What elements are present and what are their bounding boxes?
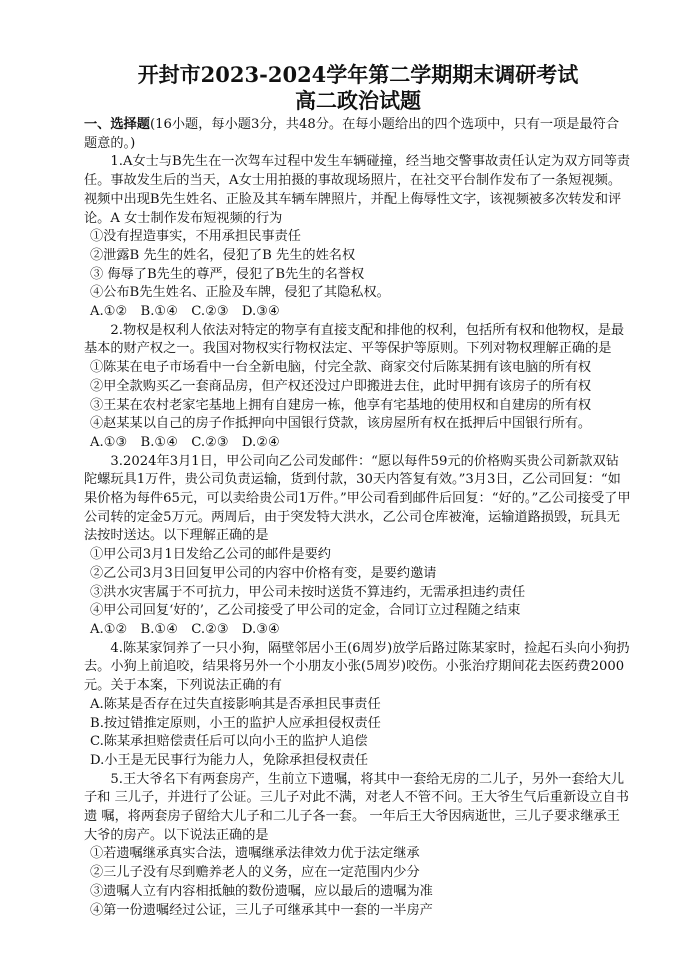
option-line: ③洪水灾害属于不可抗力，甲公司未按时送货不算违约，无需承担违约责任 xyxy=(90,584,526,600)
option-line: C.陈某承担赔偿责任后可以向小王的监护人追偿 xyxy=(90,734,368,750)
exam-subtitle: 高二政治试题 xyxy=(295,88,421,113)
question-stem: 3.2024年3月1日，甲公司向乙公司发邮件：“愿以每件59元的价格购买贵公司新款双钻陀螺玩具1万件，贵公司负责运输，货到付款，30天内答复有效。”3月3日，乙公司回复：“如果价格为每件65元，可以卖给贵公司1万件。”甲公司看到邮件后回复：“好的。”乙公司接受了甲公司转的定金5万元。两周后，由于突发特大洪水，乙公司仓库被淹，运输道路损毁，玩具无法按时送达。以下理解正确的是 xyxy=(84,453,631,544)
option-line: ①没有捏造事实，不用承担民事责任 xyxy=(90,229,301,245)
question-3 xyxy=(84,453,632,640)
option-line: ②泄露B 先生的姓名，侵犯了B 先生的姓名权 xyxy=(90,247,356,263)
option-line: ④赵某某以自己的房子作抵押向中国银行贷款，该房屋所有权在抵押后中国银行所有。 xyxy=(90,416,592,432)
option-line: A.陈某是否存在过失直接影响其是否承担民事责任 xyxy=(90,696,381,712)
option-line: ②甲全款购买乙一套商品房，但产权还没过户即搬进去住，此时甲拥有该房子的所有权 xyxy=(90,378,592,394)
option-line: ③遗嘱人立有内容相抵触的数份遗嘱，应以最后的遗嘱为准 xyxy=(90,883,433,899)
option-line: ①甲公司3月1日发给乙公司的邮件是要约 xyxy=(90,547,331,563)
section-lead: 一、选择题 xyxy=(84,117,150,132)
question-5 xyxy=(84,771,632,921)
option-line: ①若遗嘱继承真实合法，遗嘱继承法律效力优于法定继承 xyxy=(90,846,420,862)
option-line: ③ 侮辱了B先生的尊严，侵犯了B先生的名誉权 xyxy=(90,266,365,282)
option-line: ③王某在农村老家宅基地上拥有自建房一栋，他享有宅基地的使用权和自建房的所有权 xyxy=(90,397,592,413)
exam-title: 开封市2023-2024学年第二学期期末调研考试 xyxy=(137,62,579,87)
answer-choices: A.①② B.①④ C.②③ D.③④ xyxy=(90,304,280,320)
option-line: ②乙公司3月3日回复甲公司的内容中价格有变，是要约邀请 xyxy=(90,565,437,581)
option-line: B.按过错推定原则，小王的监护人应承担侵权责任 xyxy=(90,715,381,731)
question-stem: 5.王大爷名下有两套房产，生前立下遗嘱，将其中一套给无房的二儿子，另外一套给大儿子和 三儿子，并进行了公证。三儿子对此不满，对老人不管不问。王大爷生气后重新设立自书遗 嘱，将两套房子留给大儿子和二儿子各一套。 一年后王大爷因病逝世，三儿子要求继承王大爷的房产。以下说法正确的是 xyxy=(84,771,629,843)
option-line: ②三儿子没有尽到赡养老人的义务，应在一定范围内少分 xyxy=(90,865,420,881)
option-line: ①陈某在电子市场看中一台全新电脑，付完全款、商家交付后陈某拥有该电脑的所有权 xyxy=(90,360,592,376)
question-2 xyxy=(84,322,632,453)
answer-choices: A.①③ B.①④ C.②③ D.②④ xyxy=(90,434,280,450)
answer-choices: A.①② B.①④ C.②③ D.③④ xyxy=(90,621,280,637)
option-line: ④第一份遗嘱经过公证，三儿子可继承其中一套的一半房产 xyxy=(90,902,433,918)
question-stem: 2.物权是权利人依法对特定的物享有直接支配和排他的权利，包括所有权和他物权，是最基本的财产权之一。我国对物权实行物权法定、平等保护等原则。下列对物权理解正确的是 xyxy=(84,322,625,357)
question-4 xyxy=(84,640,632,771)
option-line: D.小王是无民事行为能力人，免除承担侵权责任 xyxy=(90,752,369,768)
question-stem: 1.A女士与B先生在一次驾车过程中发生车辆碰撞，经当地交警事故责任认定为双方同等责任。事故发生后的当天，A女士用拍摄的事故现场照片，在社交平台制作发布了一条短视频。视频中出现B先生姓名、正脸及其车辆车牌照片，并配上侮辱性文字，该视频被多次转发和评论。A 女士制作发布短视频的行为 xyxy=(84,154,631,226)
question-1 xyxy=(84,153,632,321)
section-heading xyxy=(84,116,632,153)
section-instruction: (16小题，每小题3分，共48分。在每小题给出的四个选项中，只有一项是最符合题意的。) xyxy=(84,117,620,151)
question-stem: 4.陈某家饲养了一只小狗，隔壁邻居小王(6周岁)放学后路过陈某家时，捡起石头向小狗扔去。小狗上前追咬，结果将另外一个小朋友小张(5周岁)咬伤。小张治疗期间花去医药费2000元。关于本案，下列说法正确的有 xyxy=(84,640,630,694)
option-line: ④公布B先生姓名、正脸及车牌，侵犯了其隐私权。 xyxy=(90,285,390,301)
option-line: ④甲公司回复‘好的’，乙公司接受了甲公司的定金，合同订立过程随之结束 xyxy=(90,603,521,619)
